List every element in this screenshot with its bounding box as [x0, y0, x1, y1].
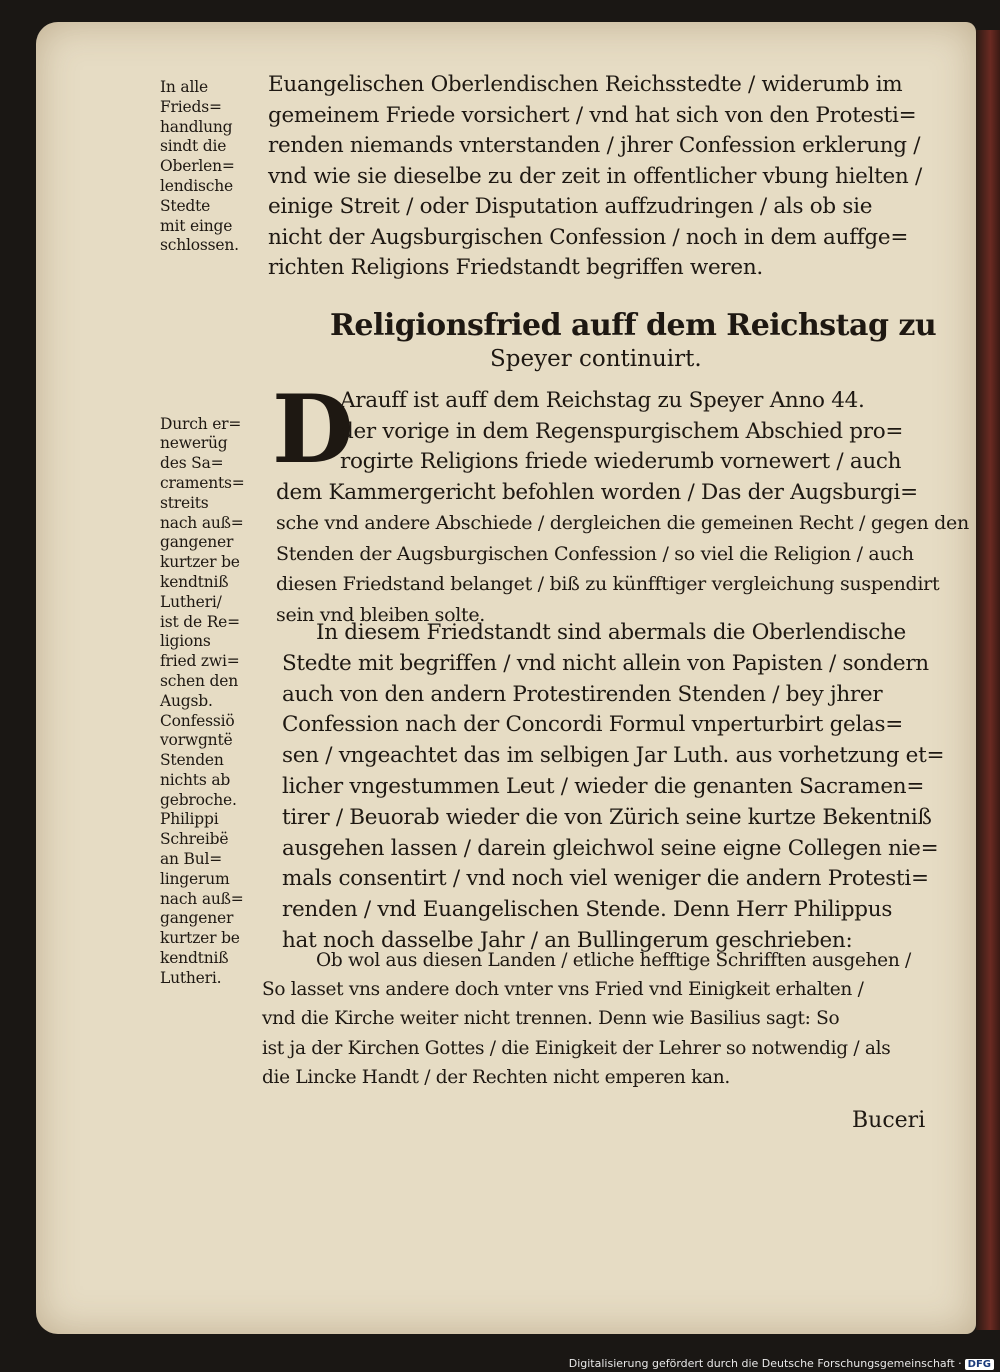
margin-note-line: ist de Re=: [160, 612, 240, 631]
text-line: nicht der Augsburgischen Confession / noch in dem auffge=: [268, 224, 909, 250]
margin-note-line: gangener: [160, 909, 234, 928]
margin-note-line: kurtzer be: [160, 929, 240, 948]
text-line: rogirte Religions friede wiederumb vornewert / auch: [340, 449, 902, 474]
drop-cap-initial: D: [272, 375, 354, 485]
top-text-block: [268, 70, 922, 284]
dfg-logo: DFG: [965, 1359, 994, 1370]
text-line: Arauff ist auff dem Reichstag zu Speyer Anno 44.: [340, 388, 865, 413]
text-line: licher vngestummen Leut / wieder die genanten Sacramen=: [282, 773, 925, 799]
margin-note-line: gebroche.: [160, 790, 237, 809]
text-line: In diesem Friedstandt sind abermals die Oberlendische: [316, 620, 906, 645]
footer-text: Digitalisierung gefördert durch die Deutsche Forschungsgemeinschaft ·: [568, 1357, 962, 1370]
text-line: ausgehen lassen / darein gleichwol seine eigne Collegen nie=: [282, 835, 939, 861]
text-line: sche vnd andere Abschiede / dergleichen die gemeinen Recht / gegen den: [276, 512, 969, 534]
text-line: dem Kammergericht befohlen worden / Das der Augsburgi=: [276, 479, 918, 505]
footer-credit: [569, 1357, 994, 1370]
text-line: der vorige in dem Regenspurgischem Abschied pro=: [340, 418, 904, 444]
paragraph-1: [276, 386, 969, 630]
margin-note-line: gangener: [160, 533, 234, 552]
margin-note-line: Stedte: [160, 196, 211, 215]
text-line: mals consentirt / vnd noch viel weniger die andern Protesti=: [282, 866, 929, 892]
text-line: einige Streit / oder Disputation auffzudringen / als ob sie: [268, 194, 873, 219]
quote-line: Ob wol aus diesen Landen / etliche hefftige Schrifften ausgehen /: [316, 950, 911, 971]
margin-note-line: vorwgntë: [160, 731, 233, 750]
text-line: richten Religions Friedstandt begriffen weren.: [268, 255, 763, 280]
quote-line: die Lincke Handt / der Rechten nicht emperen kan.: [262, 1066, 730, 1088]
heading-line-1: Religionsfried auff dem Reichstag zu: [330, 308, 937, 343]
text-line: Stenden der Augsburgischen Confession / so viel die Religion / auch: [276, 542, 914, 565]
margin-note-line: craments=: [160, 473, 245, 492]
margin-note-line: an Bul=: [160, 850, 223, 869]
margin-note-line: Confessiö: [160, 711, 235, 730]
margin-note-line: kendtniß: [160, 572, 229, 591]
margin-note-line: schlossen.: [160, 236, 239, 255]
margin-note-line: [160, 296, 268, 316]
quote-line: vnd die Kirche weiter nicht trennen. Denn wie Basilius sagt: So: [262, 1008, 840, 1030]
margin-note-line: sindt die: [160, 137, 227, 156]
margin-note-line: handlung: [160, 117, 233, 136]
margin-note-line: streits: [160, 493, 209, 512]
text-line: sein vnd bleiben solte.: [276, 603, 486, 626]
margin-note-line: Augsb.: [160, 691, 213, 710]
margin-note-line: Lutheri.: [160, 968, 222, 987]
text-line: hat noch dasselbe Jahr / an Bullingerum geschrieben:: [282, 927, 853, 953]
margin-note-line: Lutheri/: [160, 592, 222, 611]
text-line: vnd wie sie dieselbe zu der zeit in offentlicher vbung hielten /: [268, 163, 922, 189]
text-line: auch von den andern Protestirenden Stenden / bey jhrer: [282, 681, 883, 707]
margin-note-line: [160, 395, 268, 415]
margin-note-line: In alle: [160, 78, 208, 96]
margin-note-line: schen den: [160, 671, 238, 690]
margin-note-line: nach auß=: [160, 513, 244, 532]
margin-note-line: [160, 256, 268, 276]
margin-note-line: Stenden: [160, 751, 224, 770]
margin-note-line: kendtniß: [160, 949, 229, 968]
catchword: Buceri: [852, 1108, 926, 1133]
text-line: diesen Friedstand belanget / biß zu künfftiger vergleichung suspendirt: [276, 573, 940, 595]
heading-line-2: Speyer continuirt.: [490, 346, 702, 372]
margin-note-line: [160, 276, 268, 296]
quotation-block: [262, 946, 911, 1092]
margin-note-line: kurtzer be: [160, 553, 240, 572]
margin-note-line: lendische: [160, 176, 233, 195]
margin-note-line: Philippi: [160, 810, 219, 829]
text-line: Euangelischen Oberlendischen Reichsstedte / widerumb im: [268, 72, 903, 97]
text-line: renden niemands vnterstanden / jhrer Confession erklerung /: [268, 133, 921, 158]
margin-note-line: Durch er=: [160, 414, 242, 433]
margin-note-line: des Sa=: [160, 454, 224, 473]
text-line: gemeinem Friede vorsichert / vnd hat sich von den Protesti=: [268, 102, 917, 128]
text-line: renden / vnd Euangelischen Stende. Denn Herr Philippus: [282, 897, 893, 923]
margin-note-line: lingerum: [160, 869, 230, 888]
margin-note-line: Schreibë: [160, 830, 229, 849]
margin-note-line: [160, 335, 268, 355]
text-line: Confession nach der Concordi Formul vnperturbirt gelas=: [282, 712, 904, 738]
book-edge: [976, 30, 1000, 1330]
margin-note-line: ligions: [160, 632, 211, 651]
margin-note-line: nach auß=: [160, 889, 244, 908]
margin-note-line: fried zwi=: [160, 652, 240, 671]
section-heading: [330, 306, 937, 372]
margin-note-line: [160, 355, 268, 375]
margin-note-line: nichts ab: [160, 770, 231, 789]
text-line: Stedte mit begriffen / vnd nicht allein von Papisten / sondern: [282, 650, 929, 676]
margin-note-line: [160, 316, 268, 336]
paragraph-2: [282, 618, 944, 957]
text-line: tirer / Beuorab wieder die von Zürich seine kurtze Bekentniß: [282, 804, 932, 830]
marginal-notes: [160, 78, 268, 989]
margin-note-line: newerüg: [160, 434, 228, 453]
text-line: sen / vngeachtet das im selbigen Jar Luth. aus vorhetzung et=: [282, 743, 945, 769]
quote-line: So lasset vns andere doch vnter vns Fried vnd Einigkeit erhalten /: [262, 979, 864, 1001]
margin-note-line: [160, 375, 268, 395]
margin-note-line: Frieds=: [160, 97, 222, 116]
margin-note-line: Oberlen=: [160, 157, 235, 176]
quote-line: ist ja der Kirchen Gottes / die Einigkeit der Lehrer so notwendig / als: [262, 1037, 891, 1059]
margin-note-line: mit einge: [160, 216, 233, 235]
